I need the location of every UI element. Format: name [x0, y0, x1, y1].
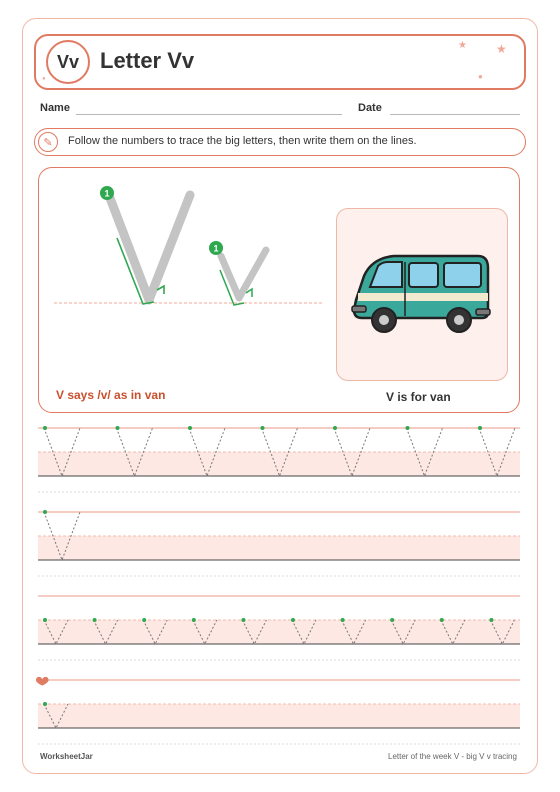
start-dot	[478, 426, 482, 430]
letter-sound-text: V says /v/ as in van	[56, 388, 166, 402]
start-dot	[291, 618, 295, 622]
small-v-trace	[220, 250, 266, 305]
page-title: Letter Vv	[100, 48, 195, 73]
start-dot	[116, 426, 120, 430]
start-dot	[241, 618, 245, 622]
pencil-icon: ✎	[38, 132, 58, 152]
guide-band	[38, 452, 520, 476]
star-icon: ★	[458, 40, 467, 51]
start-dot	[43, 702, 47, 706]
start-dot	[192, 618, 196, 622]
name-label: Name	[40, 102, 70, 114]
dot-icon: ●	[478, 72, 483, 81]
guide-band	[38, 536, 520, 560]
footer-brand: WorksheetJar	[40, 752, 93, 761]
stroke-number: 1	[104, 188, 110, 199]
start-dot	[188, 426, 192, 430]
start-dot	[440, 618, 444, 622]
start-dot	[341, 618, 345, 622]
start-dot	[333, 426, 337, 430]
start-dot	[93, 618, 97, 622]
van-illustration	[352, 256, 490, 332]
stroke-number: 1	[213, 243, 219, 254]
start-dot	[390, 618, 394, 622]
instruction-text: Follow the numbers to trace the big letters, then write them on the lines.	[68, 135, 417, 147]
guide-band	[38, 704, 520, 728]
footer-caption: Letter of the week V - big V v tracing	[388, 752, 517, 761]
heart-icon	[36, 677, 49, 686]
date-label: Date	[358, 102, 382, 114]
letter-badge: Vv	[46, 40, 90, 84]
start-dot	[406, 426, 410, 430]
practice-area	[38, 426, 520, 744]
start-dot	[43, 426, 47, 430]
dot-icon: ●	[42, 76, 46, 82]
star-icon: ★	[496, 42, 507, 56]
start-dot	[261, 426, 265, 430]
start-dot	[142, 618, 146, 622]
start-dot	[489, 618, 493, 622]
big-v-trace	[110, 195, 190, 304]
start-dot	[43, 510, 47, 514]
guide-band	[38, 620, 520, 644]
start-dot	[43, 618, 47, 622]
picture-caption: V is for van	[386, 390, 451, 404]
